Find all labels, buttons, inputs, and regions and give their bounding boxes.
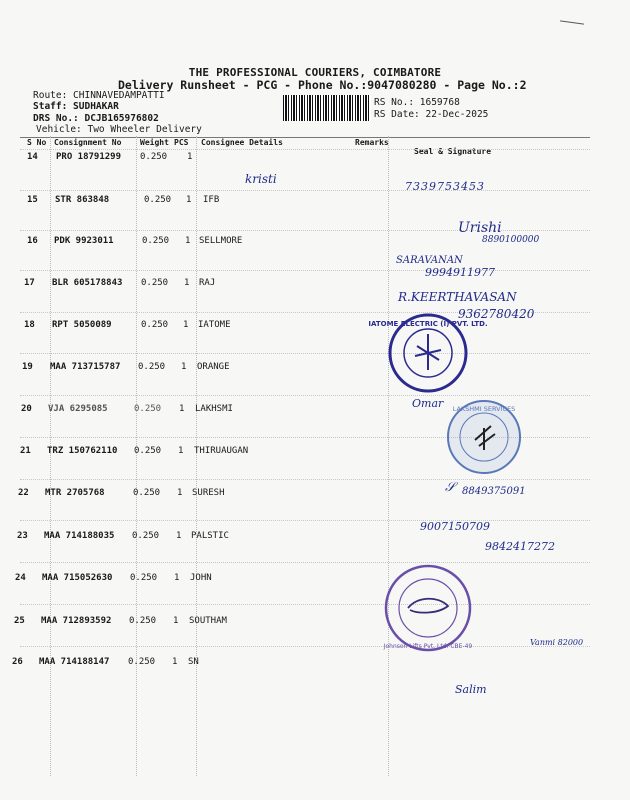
col-seal-signature: Seal & Signature [414, 147, 492, 156]
stamp-text: LAKSHMI SERVICES [452, 405, 516, 413]
row-weight: 0.250 [134, 446, 162, 456]
row-pcs: 1 [184, 278, 190, 288]
row-pcs: 1 [176, 531, 182, 541]
handwritten-phone: 9994911977 [425, 266, 495, 279]
company-seal-stamp [382, 562, 474, 654]
row-consignment: MAA 713715787 [50, 362, 121, 372]
row-divider [20, 562, 590, 563]
row-consignee: SURESH [192, 488, 225, 498]
row-divider [20, 190, 590, 191]
row-consignee: SN [188, 657, 199, 667]
handwritten-signature: kristi [245, 172, 277, 186]
row-pcs: 1 [187, 152, 193, 162]
table-row [0, 195, 600, 215]
table-row [0, 616, 600, 636]
row-sno: 24 [15, 573, 26, 583]
handwritten-signature: Salim [455, 683, 487, 696]
col-consignee: Consignee Details [201, 138, 283, 147]
drs-number: DRS No.: DCJB165976802 [33, 113, 159, 124]
handwritten-phone: 9007150709 [420, 520, 490, 533]
row-consignment: MAA 714188035 [44, 531, 115, 541]
stamp-text: IATOME ELECTRIC (I) PVT. LTD. [368, 320, 488, 328]
row-divider [20, 270, 590, 271]
table-row [0, 573, 600, 593]
row-pcs: 1 [173, 616, 179, 626]
row-divider [20, 479, 590, 480]
company-title: THE PROFESSIONAL COURIERS, COIMBATORE [188, 66, 442, 79]
row-consignee: ORANGE [197, 362, 230, 372]
row-weight: 0.250 [129, 616, 157, 626]
row-divider [20, 230, 590, 231]
table-row [0, 362, 600, 382]
row-consignment: MAA 712893592 [41, 616, 112, 626]
col-consignment: Consignment No [54, 138, 122, 147]
table-row [0, 152, 600, 172]
row-consignment: PDK 9923011 [54, 236, 114, 246]
row-weight: 0.250 [140, 152, 168, 162]
row-consignee: SELLMORE [199, 236, 243, 246]
row-pcs: 1 [178, 446, 184, 456]
handwritten-signature: Urishi [458, 220, 502, 236]
row-sno: 17 [24, 278, 35, 288]
row-consignee: PALSTIC [191, 531, 229, 541]
row-weight: 0.250 [133, 488, 161, 498]
row-consignment: RPT 5050089 [52, 320, 112, 330]
row-pcs: 1 [185, 236, 191, 246]
row-weight: 0.250 [142, 236, 170, 246]
row-sno: 19 [22, 362, 33, 372]
runsheet-title: Delivery Runsheet - PCG - Phone No.:9047080280 - Page No.:2 [118, 78, 527, 92]
row-consignment: STR 863848 [55, 195, 110, 205]
handwritten-phone: 9362780420 [458, 307, 535, 321]
handwritten-signature: 𝒮 [445, 480, 456, 495]
staff-label: Staff: SUDHAKAR [33, 101, 119, 112]
handwritten-name: SARAVANAN [396, 255, 463, 266]
table-row [0, 657, 600, 677]
row-weight: 0.250 [134, 404, 162, 414]
row-weight: 0.250 [141, 278, 169, 288]
row-divider [20, 646, 590, 647]
row-weight: 0.250 [138, 362, 166, 372]
handwritten-phone: 8849375091 [462, 486, 526, 497]
row-consignment: BLR 605178843 [52, 278, 123, 288]
row-sno: 20 [21, 404, 32, 414]
row-sno: 14 [27, 152, 38, 162]
row-divider [20, 520, 590, 521]
row-consignment: MAA 714188147 [39, 657, 110, 667]
company-seal-stamp [445, 398, 523, 476]
handwritten-phone: 8890100000 [482, 235, 540, 245]
barcode [283, 95, 371, 121]
row-weight: 0.250 [128, 657, 156, 667]
row-consignee: JOHN [190, 573, 212, 583]
row-consignment: VJA 6295085 [48, 404, 108, 414]
col-weight: Weight [140, 138, 169, 147]
row-consignee: THIRUAUGAN [194, 446, 249, 456]
rs-number: RS No.: 1659768 [374, 97, 460, 108]
handwritten-phone: 9842417272 [485, 540, 555, 553]
table-row [0, 320, 600, 340]
row-consignment: PRO 18791299 [56, 152, 122, 162]
row-consignment: MTR 2705768 [45, 488, 105, 498]
row-sno: 26 [12, 657, 23, 667]
row-consignee: IATOME [198, 320, 231, 330]
row-consignee: RAJ [199, 278, 216, 288]
rs-date: RS Date: 22-Dec-2025 [374, 109, 489, 120]
row-pcs: 1 [172, 657, 178, 667]
corner-mark [560, 20, 584, 24]
vehicle-label: Vehicle: Two Wheeler Delivery [36, 124, 202, 135]
row-weight: 0.250 [141, 320, 169, 330]
row-pcs: 1 [177, 488, 183, 498]
row-divider [20, 395, 590, 396]
row-sno: 23 [17, 531, 28, 541]
row-pcs: 1 [179, 404, 185, 414]
row-consignee: SOUTHAM [189, 616, 227, 626]
company-seal-stamp [368, 312, 488, 394]
row-pcs: 1 [181, 362, 187, 372]
row-sno: 21 [20, 446, 31, 456]
row-sno: 22 [18, 488, 29, 498]
row-pcs: 1 [174, 573, 180, 583]
route-label: Route: CHINNAVEDAMPATTI [33, 90, 165, 101]
header-bottom-rule [20, 149, 590, 150]
row-sno: 15 [27, 195, 38, 205]
col-pcs: PCS [174, 138, 189, 147]
handwritten-phone: 7339753453 [405, 180, 485, 193]
row-divider [20, 353, 590, 354]
row-sno: 25 [14, 616, 25, 626]
row-consignment: TRZ 150762110 [47, 446, 118, 456]
handwritten-name: R.KEERTHAVASAN [398, 290, 517, 304]
handwritten-signature: Omar [412, 397, 444, 410]
row-weight: 0.250 [144, 195, 172, 205]
row-pcs: 1 [186, 195, 192, 205]
row-sno: 16 [27, 236, 38, 246]
handwritten-note: Vanmi 82000 [530, 638, 584, 647]
row-weight: 0.250 [132, 531, 160, 541]
stamp-text: Johnson Lifts Pvt. Ltd. CBE-49 [383, 643, 473, 650]
col-sno: S No [27, 138, 47, 147]
row-pcs: 1 [183, 320, 189, 330]
row-divider [20, 604, 590, 605]
header-top-rule [20, 137, 590, 138]
col-remarks: Remarks [355, 138, 389, 147]
row-consignee: LAKHSMI [195, 404, 233, 414]
row-weight: 0.250 [130, 573, 158, 583]
row-consignment: MAA 715052630 [42, 573, 113, 583]
row-consignee: IFB [203, 195, 220, 205]
row-sno: 18 [24, 320, 35, 330]
